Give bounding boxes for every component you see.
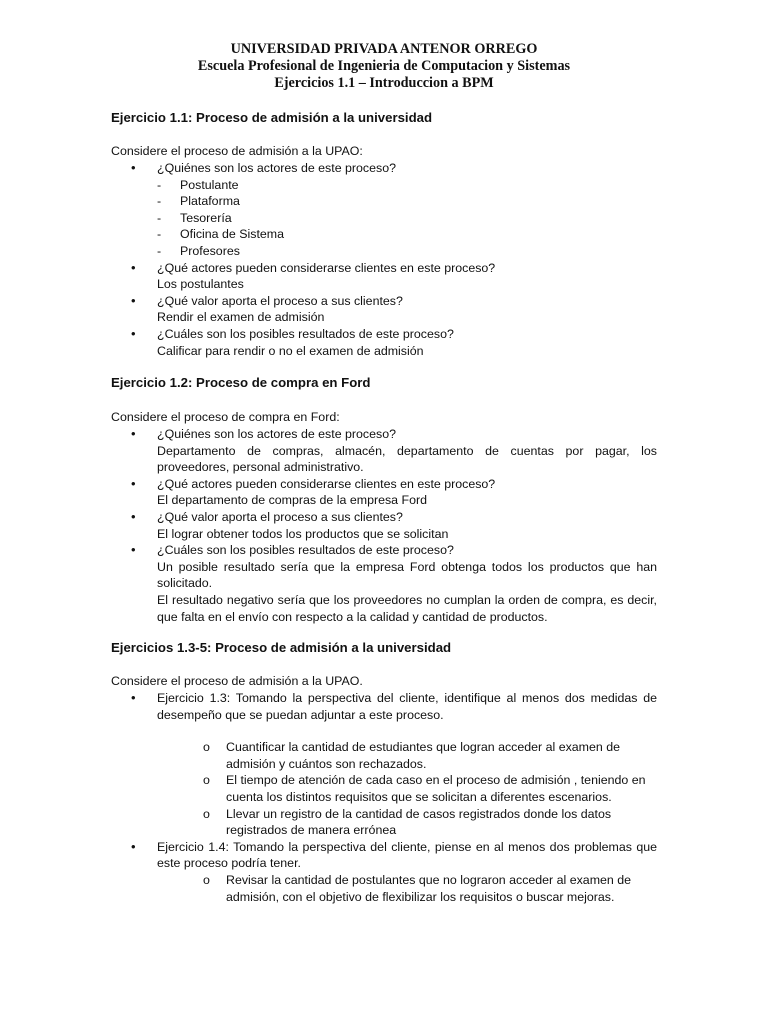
ex1-actor: - Plataforma — [157, 194, 240, 209]
ex1-answer: Calificar para rendir o no el examen de admisión — [157, 343, 424, 358]
ex2-answer: El departamento de compras de la empresa Ford — [157, 493, 427, 508]
ex3-list — [0, 690, 768, 905]
bullet-icon: • — [131, 292, 136, 308]
circle-bullet-icon: o — [203, 740, 210, 755]
university-name: UNIVERSIDAD PRIVADA ANTENOR ORREGO — [230, 41, 538, 57]
ex1-actor: - Profesores — [157, 243, 240, 258]
ex1-actor: - Postulante — [157, 177, 239, 192]
ex1-question: • ¿Cuáles son los posibles resultados de este proceso? Calificar para rendir o no el examen de admisión — [0, 326, 657, 359]
bullet-icon: • — [131, 838, 136, 854]
ex14-item: • Ejercicio 1.4: Tomando la perspectiva del cliente, piense en al menos dos problemas que este proceso podría tener. — [131, 838, 657, 871]
dash-icon: - — [157, 243, 162, 258]
dash-icon: - — [157, 194, 162, 209]
ex1-question: • ¿Qué actores pueden considerarse clientes en este proceso? Los postulantes — [0, 260, 657, 293]
ex1-answer: Rendir el examen de admisión — [157, 310, 325, 325]
document-header — [0, 41, 768, 92]
school-name: Escuela Profesional de Ingenieria de Computacion y Sistemas — [197, 58, 571, 74]
ex1-answer: Los postulantes — [157, 277, 244, 292]
ex2-answer: El lograr obtener todos los productos que se solicitan — [157, 526, 449, 541]
bullet-icon: • — [131, 160, 136, 175]
circle-bullet-icon: o — [203, 872, 210, 887]
dash-icon: - — [157, 210, 162, 225]
ex2-question: • ¿Cuáles son los posibles resultados de este proceso? Un posible resultado sería que la empresa Ford obtenga todos los productos que han solicitado. El resultado negativo sería que los proveedores no cumplan la orden de compra, es decir, que falta en el envío con respecto a la calidad y cantidad de productos. — [131, 542, 657, 624]
ex2-list — [0, 426, 768, 625]
dash-icon: - — [157, 227, 162, 242]
ex1-question: • ¿Qué valor aporta el proceso a sus clientes? Rendir el examen de admisión — [0, 293, 657, 326]
bullet-icon: • — [131, 475, 136, 491]
ex3-heading: Ejercicios 1.3-5: Proceso de admisión a la universidad — [111, 640, 452, 655]
ex1-list — [0, 160, 768, 359]
ex2-question: • ¿Quiénes son los actores de este proceso? Departamento de compras, almacén, departamento de cuentas por pagar, los proveedores, personal administrativo. — [131, 426, 657, 475]
ex2-answer: Departamento de compras, almacén, departamento de cuentas por pagar, los proveedores, personal administrativo. — [157, 443, 657, 475]
ex1-question: • ¿Quiénes son los actores de este proceso? — [131, 160, 396, 175]
ex1-intro: Considere el proceso de admisión a la UPAO: — [111, 144, 363, 158]
dash-icon: - — [157, 177, 162, 192]
ex2-answer: El resultado negativo sería que los proveedores no cumplan la orden de compra, es decir, que falta en el envío con respecto a la calidad y cantidad de productos. — [157, 592, 657, 624]
bullet-icon: • — [131, 259, 136, 275]
ex1-actor: - Tesorería — [157, 210, 232, 225]
ex13-measure: o Cuantificar la cantidad de estudiantes que logran acceder al examen de admisión y cuántos son rechazados. — [203, 740, 621, 771]
ex1-heading: Ejercicio 1.1: Proceso de admisión a la universidad — [111, 110, 433, 125]
bullet-icon: • — [131, 542, 136, 558]
ex3-intro: Considere el proceso de admisión a la UPAO. — [111, 674, 363, 688]
circle-bullet-icon: o — [203, 806, 210, 821]
ex2-heading: Ejercicio 1.2: Proceso de compra en Ford — [111, 375, 371, 390]
bullet-icon: • — [131, 508, 136, 524]
ex13-measure: o El tiempo de atención de cada caso en el proceso de admisión , teniendo en cuenta los distintos requisitos que se solicitan a diferentes escenarios. — [203, 773, 646, 804]
ex2-question: • ¿Qué valor aporta el proceso a sus clientes? El lograr obtener todos los productos que se solicitan — [0, 509, 657, 542]
ex13-item: • Ejercicio 1.3: Tomando la perspectiva del cliente, identifique al menos dos medidas de desempeño que se puedan adjuntar a este proceso. — [131, 690, 657, 722]
ex2-intro: Considere el proceso de compra en Ford: — [111, 410, 340, 424]
ex2-question: • ¿Qué actores pueden considerarse clientes en este proceso? El departamento de compras de la empresa Ford — [0, 476, 657, 509]
ex1-actor: - Oficina de Sistema — [157, 227, 284, 242]
ex13-measure: o Llevar un registro de la cantidad de casos registrados donde los datos registrados de manera errónea — [203, 806, 612, 838]
document-title: Ejercicios 1.1 – Introduccion a BPM — [274, 75, 494, 91]
bullet-icon: • — [131, 325, 136, 341]
ex14-problem: o Revisar la cantidad de postulantes que no lograron acceder al examen de admisión, con el objetivo de flexibilizar los requisitos o buscar mejoras. — [203, 872, 632, 904]
bullet-icon: • — [131, 426, 136, 441]
ex2-answer: Un posible resultado sería que la empresa Ford obtenga todos los productos que han solicitado. — [157, 559, 657, 591]
bullet-icon: • — [131, 690, 136, 705]
circle-bullet-icon: o — [203, 773, 210, 788]
